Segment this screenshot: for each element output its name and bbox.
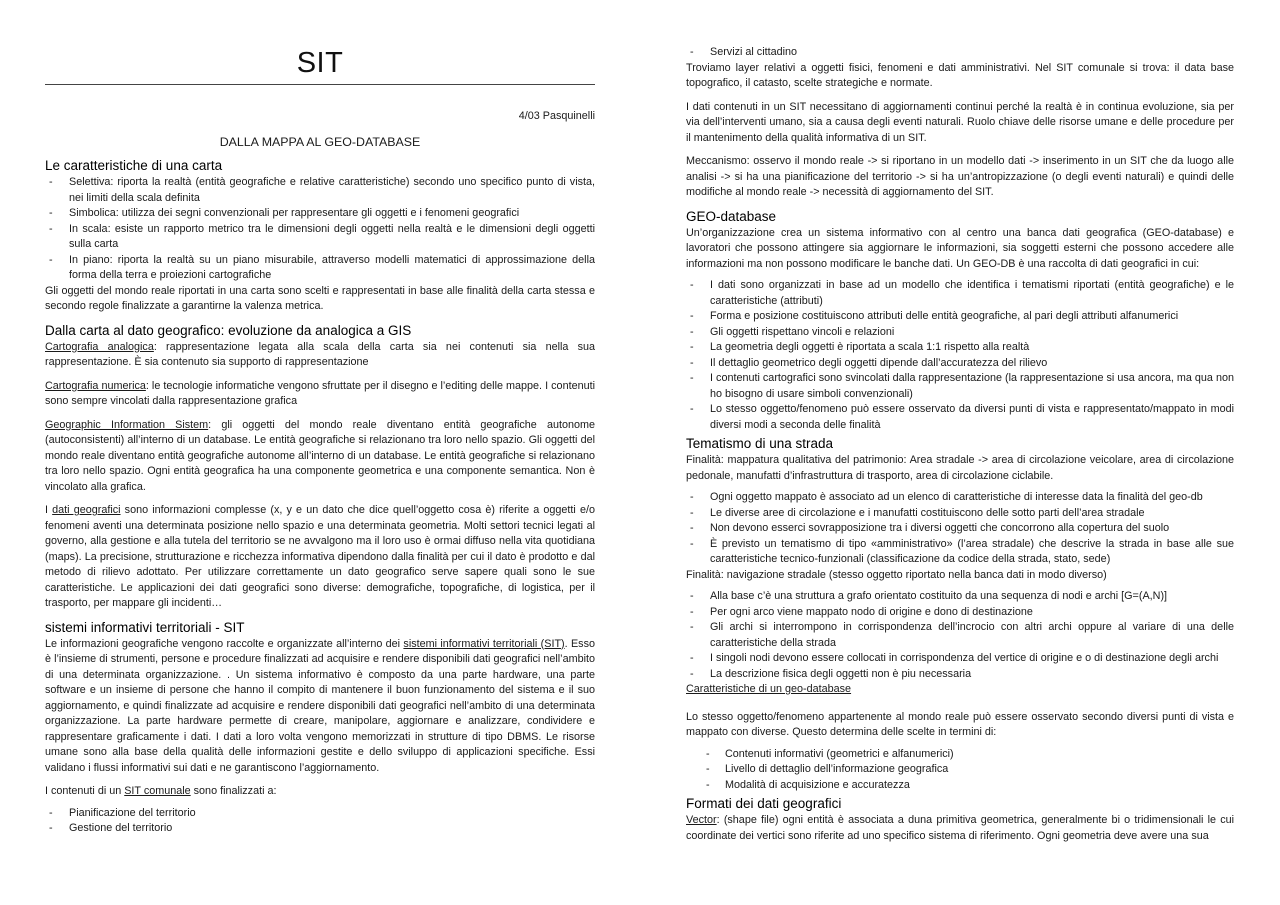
list-item: - In piano: riporta la realtà su un piano misurabile, attraverso modelli matematici di approssimazione della forma della terra e proiezioni cartografiche (45, 253, 595, 284)
heading-formati-dati: Formati dei dati geografici (686, 796, 842, 811)
list-item: - Ogni oggetto mappato è associato ad un elenco di caratteristiche di interesse data la finalità del geo-db (686, 490, 1234, 506)
term-underlined: Caratteristiche di un geo-database (686, 683, 852, 695)
term-underlined: Cartografia numerica (45, 379, 146, 392)
geo-db-list (686, 278, 1234, 433)
title-rule (45, 84, 595, 85)
lecture-date: 4/03 Pasquinelli (518, 110, 595, 122)
paragraph: Lo stesso oggetto/fenomeno appartenente al mondo reale può essere osservato secondo diversi punti di vista e mappato con diverse. Questo determina delle scelte in termini di: (686, 710, 1234, 738)
strada-list-2 (686, 589, 1234, 682)
paragraph-text: . Esso è l’insieme di strumenti, persone e procedure finalizzati ad acquisire e rendere disponibili dati geografici nell’ambito di una determinata organizzazione. . Un sistema informativo è composto da una parte hardware, una parte software e un insieme di persone che hanno il compito di mantenere il buon funzionamento del sistema e il suo aggiornamento, e quindi finalizzate ad acquisire e rendere disponibili dati geografici nell’ambito di una determinata organizzazione. La parte hardware permette di creare, manipolare, aggiornare e analizzare, condividere e rappresentare graficamente i dati. I dati a loro volta vengono memorizzati in strutture di tipo DBMS. Le risorse umane sono alla base della qualità delle informazioni gestite e dello sviluppo di applicazioni specifiche. Essi validano i flussi informativi sui dati e ne garantiscono l’aggiornamento. (45, 637, 595, 774)
term-underlined: Vector (686, 814, 717, 826)
list-item: - La geometria degli oggetti è riportata a scala 1:1 rispetto alla realtà (686, 340, 1234, 356)
paragraph-text: : gli oggetti del mondo reale diventano entità geografiche autonome (autoconsistenti) all’interno di un database. Le entità geografiche si relazionano tra loro nello spazio. Gli oggetti del mondo reale diventano entità geografiche autonome all’interno di un database. Le entità geografiche si relazionano tra loro nello spazio. Ogni entità geografica ha una componente geometrica e una componente semantica. Non è vincolato alla grafica. (45, 418, 595, 493)
strada-list-1 (686, 490, 1234, 568)
paragraph-meccanismo: Meccanismo: osservo il mondo reale -> si riportano in un modello dati -> inserimento in un SIT che da luogo alle analisi -> si ha una pianificazione del territorio -> si ha un’antropizzazione (o degli eventi naturali) e quindi delle modifiche al mondo reale -> necessità di aggiornamento del SIT. (686, 155, 1234, 198)
term-underlined: Cartografia analogica (45, 340, 154, 353)
right-column (686, 45, 1234, 844)
paragraph-text: I contenuti di un (45, 785, 125, 797)
continued-list (686, 45, 1234, 61)
paragraph-text: : (shape file) ogni entità è associata a duna primitiva geometrica, generalmente bi o tridimensionali le cui coordinate dei vertici sono riferite ad uno specifico sistema di riferimento. Ogni geometria deve avere una sua (686, 814, 1234, 842)
list-item: - Le diverse aree di circolazione e i manufatti costituiscono delle sotto parti dell’area stradale (686, 506, 1234, 522)
paragraph-sit (45, 637, 595, 777)
list-item: - In scala: esiste un rapporto metrico tra le dimensioni degli oggetti nella realtà e le dimensioni degli oggetti sulla carta (45, 222, 595, 253)
document-title: SIT (296, 47, 344, 79)
paragraph-gis (45, 418, 595, 496)
list-item: - Livello di dettaglio dell’informazione geografica (686, 762, 1234, 778)
paragraph-text: : rappresentazione legata alla scala della carta sia nei contenuti sia nella sua rappresentazione. È sia contenuto sia supporto di rappresentazione (45, 340, 595, 368)
list-item: - Lo stesso oggetto/fenomeno può essere osservato da diversi punti di vista e rappresentato/mappato in modi diversi modi a seconda delle finalità (686, 402, 1234, 433)
term-underlined: Geographic Information Sistem (45, 418, 209, 431)
list-item: - Selettiva: riporta la realtà (entità geografiche e relative caratteristiche) secondo uno specifico punto di vista, nei limiti della scala definita (45, 175, 595, 206)
paragraph-text: sono informazioni complesse (x, y e un dato che dice quell’oggetto cosa è) riferite a oggetti e/o fenomeni aventi una determinata posizione nello spazio e una determinata geometria. Molti settori tecnici legati al governo, alla gestione e alla tutela del territorio se ne avvalgono ma il loro uso è ormai diffuso nella vita quotidiana (maps). La precisione, strutturazione e ricchezza informativa dipendono dalla finalità per cui il dato è prodotto e dal metodo di rilievo adottato. Per utilizzare correttamente un dato geografico serve sapere quali sono le sue caratteristiche. Le applicazioni dei dati geografici sono diverse: demografiche, topografiche, di logistica, per il trasporto, per mappare gli incidenti… (45, 504, 595, 609)
paragraph-cartografia-numerica (45, 379, 595, 410)
paragraph-text: Le informazioni geografiche vengono raccolte e organizzate all’interno dei (45, 637, 404, 650)
list-item: - Gestione del territorio (45, 821, 595, 837)
list-item: - Simbolica: utilizza dei segni convenzionali per rappresentare gli oggetti e i fenomeni geografici (45, 206, 595, 222)
list-item: - Non devono esserci sovrapposizione tra i diversi oggetti che concorrono alla copertura del suolo (686, 521, 1234, 537)
heading-caratteristiche-carta: Le caratteristiche di una carta (45, 158, 223, 173)
list-item: - I singoli nodi devono essere collocati in corrispondenza del vertice di origine e o di destinazione degli archi (686, 651, 1234, 667)
heading-sit: sistemi informativi territoriali - SIT (45, 619, 245, 635)
list-item: - Pianificazione del territorio (45, 806, 595, 822)
heading-carta-dato-geografico: Dalla carta al dato geografico: evoluzione da analogica a GIS (45, 322, 412, 338)
section-subtitle: DALLA MAPPA AL GEO-DATABASE (219, 134, 421, 149)
paragraph: Finalità: navigazione stradale (stesso oggetto riportato nella banca dati in modo diverso) (686, 568, 1107, 581)
heading-geo-database: GEO-database (686, 208, 777, 224)
caratteristiche-list (45, 175, 595, 284)
paragraph: I dati contenuti in un SIT necessitano di aggiornamenti continui perché la realtà è in continua evoluzione, sia per via dell’interventi umano, sia a causa degli eventi naturali. Ruolo chiave delle risorse umane e delle procedure per il mantenimento della qualità informativa di un SIT. (686, 100, 1234, 144)
list-item: - Il dettaglio geometrico degli oggetti dipende dall’accuratezza del rilievo (686, 356, 1234, 372)
paragraph: Troviamo layer relativi a oggetti fisici, fenomeni e dati amministrativi. Nel SIT comunale si trova: il data base topografico, il catasto, scelte strategiche e normate. (686, 61, 1234, 89)
paragraph-text: I (45, 504, 53, 516)
paragraph-dati-geografici (45, 503, 595, 612)
heading-tematismo-strada: Tematismo di una strada (686, 436, 834, 451)
paragraph-sit-comunale (45, 784, 595, 800)
list-item: - Alla base c’è una struttura a grafo orientato costituito da una sequenza di nodi e archi [G=(A,N)] (686, 589, 1234, 605)
paragraph: Gli oggetti del mondo reale riportati in una carta sono scelti e rappresentati in base alle finalità della carta stessa e secondo regole finalizzate a garantirne la valenza metrica. (45, 284, 595, 312)
paragraph-text: sono finalizzati a: (190, 785, 277, 797)
list-item: - Gli oggetti rispettano vincoli e relazioni (686, 325, 1234, 341)
list-item: - Servizi al cittadino (686, 45, 1234, 61)
term-underlined: SIT comunale (124, 785, 191, 797)
sit-comunale-list (45, 806, 595, 837)
paragraph: Finalità: mappatura qualitativa del patrimonio: Area stradale -> area di circolazione veicolare, area di circolazione pedonale, manufatti d’infrastruttura di trasporto, area di circolazione ciclabile. (686, 454, 1234, 482)
strada-list-3 (686, 747, 1234, 794)
paragraph-text: : le tecnologie informatiche vengono sfruttate per il disegno e l’editing delle mappe. I contenuti sono sempre vincolati dalla rappresentazione grafica (45, 379, 595, 407)
paragraph-cartografia-analogica (45, 340, 595, 371)
paragraph-vector (686, 813, 1234, 844)
list-item: - Modalità di acquisizione e accuratezza (686, 778, 1234, 794)
list-item: - È previsto un tematismo di tipo «amministrativo» (l’area stradale) che descrive la strada in base alle sue caratteristiche tecnico-funzionali (classificazione da codice della strada, stato, sede) (686, 537, 1234, 568)
list-item: - I contenuti cartografici sono svincolati dalla rappresentazione (la rappresentazione si usa ancora, ma qua non ho bisogno di usare simboli convenzionali) (686, 371, 1234, 402)
term-underlined: sistemi informativi territoriali (SIT) (403, 637, 565, 650)
list-item: - Contenuti informativi (geometrici e alfanumerici) (686, 747, 1234, 763)
list-item: - Per ogni arco viene mappato nodo di origine e dono di destinazione (686, 605, 1234, 621)
subheading-caratteristiche-geo-db (686, 682, 1234, 698)
left-column (45, 0, 595, 837)
list-item: - La descrizione fisica degli oggetti non è piu necessaria (686, 667, 1234, 683)
list-item: - Forma e posizione costituiscono attributi delle entità geografiche, al pari degli attributi alfanumerici (686, 309, 1234, 325)
paragraph: Un’organizzazione crea un sistema informativo con al centro una banca dati geografica (GEO-database) e lavoratori che possono attingere sia aggiornare le informazioni, sia soggetti esterni che possono accedere alle informazioni ma non possono modificare le banche dati. Un GEO-DB è una raccolta di dati geografici in cui: (686, 226, 1234, 270)
term-underlined: dati geografici (52, 504, 121, 516)
list-item: - Gli archi si interrompono in corrispondenza dell’incrocio con altri archi oppure al variare di una delle caratteristiche della strada (686, 620, 1234, 651)
list-item: - I dati sono organizzati in base ad un modello che identifica i tematismi riportati (entità geografiche) e le caratteristiche (attributi) (686, 278, 1234, 309)
